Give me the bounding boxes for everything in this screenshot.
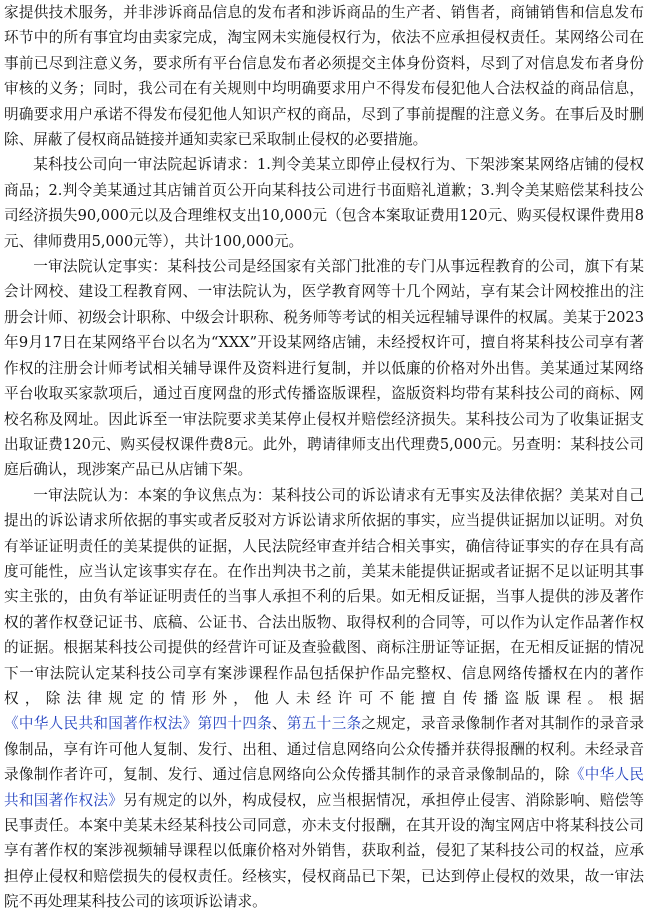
paragraph-claims: 某科技公司向一审法院起诉请求：1.判令美某立即停止侵权行为、下架涉案某网络店铺的侵权商品；2.判令美某通过其店铺首页公开向某科技公司进行书面赔礼道歉；3.判令美某赔偿某科技公司经济损失90,000元以及合理维权支出10,000元（包含本案取证费用120元、购买侵权课件费用8元、律师费用5,000元等），共计100,000元。 [4, 156, 644, 250]
copyright-law-link-2[interactable]: 《中华人民共和国著作权法》 [4, 766, 644, 809]
article-44-link[interactable]: 第四十四条 [197, 715, 273, 733]
reasoning-text-part-2: 之规定，录音录像制作者对其制作的录音录像制品，享有许可他人复制、发行、出租、通过信息网络向公众传播并获得报酬的权利。未经录音录像制作者许可，复制、发行、通过信息网络向公众传播其制作的录音录像制品的，除 [4, 715, 644, 784]
paragraph-findings-of-fact: 一审法院认定事实：某科技公司是经国家有关部门批准的专门从事远程教育的公司，旗下有某会计网校、建设工程教育网、一审法院认为，医学教育网等十几个网站，享有某会计网校推出的注册会计师、初级会计职称、中级会计职称、税务师等考试的相关远程辅导课件的权属。美某于2023年9月17日在某网络平台以名为“XXX”开设某网络店铺，未经授权许可，擅自将某科技公司享有著作权的注册会计师考试相关辅导课件及资料进行复制，并以低廉的价格对外出售。美某通过某网络平台收取买家款项后，通过百度网盘的形式传播盗版课程，盗版资料均带有某科技公司的商标、网校名称及网址。因此诉至一审法院要求美某停止侵权并赔偿经济损失。某科技公司为了收集证据支出取证费120元、购买侵权课件费8元。此外，聘请律师支出代理费5,000元。另查明：某科技公司庭后确认，现涉案产品已从店铺下架。 [4, 258, 644, 479]
reasoning-text-part-1: 一审法院认为：本案的争议焦点为：某科技公司的诉讼请求有无事实及法律依据？美某对自己提出的诉讼请求所依据的事实或者反驳对方诉讼请求所依据的事实，应当提供证据加以证明。对负有举证证明责任的美某提供的证据，人民法院经审查并结合相关事实，确信待证事实的存在具有高度可能性，应当认定该事实存在。在作出判决书之前，美某未能提供证据或者证据不足以证明其事实主张的，由负有举证证明责任的当事人承担不利的后果。如无相反证据，当事人提供的涉及著作权的著作权登记证书、底稿、公证书、合法出版物、取得权利的合同等，可以作为认定作品著作权的证据。根据某科技公司提供的经营许可证及查验截图、商标注册证等证据，在无相反证据的情况下一审法院认定某科技公司享有案涉课程作品包括保护作品完整权、信息网络传播权在内的著作权，除法律规定的情形外，他人未经许可不能擅自传播盗版课程。根据 [4, 486, 644, 707]
article-separator: 、 [272, 715, 287, 733]
document-body [4, 0, 644, 915]
paragraph-court-reasoning [4, 483, 644, 915]
article-53-link[interactable]: 第五十三条 [286, 715, 362, 733]
paragraph-defense-continuation: 家提供技术服务，并非涉诉商品信息的发布者和涉诉商品的生产者、销售者，商铺销售和信息发布环节中的所有事宜均由卖家完成，淘宝网未实施侵权行为，依法不应承担侵权责任。某网络公司在事前已尽到注意义务，要求所有平台信息发布者必须提交主体身份资料，尽到了对信息发布者身份审核的义务；同时，我公司在有关规则中均明确要求用户不得发布侵犯他人合法权益的商品信息，明确要求用户承诺不得发布侵犯他人知识产权的商品，尽到了事前提醒的注意义务。在事后及时删除、屏蔽了侵权商品链接并通知卖家已采取制止侵权的必要措施。 [4, 4, 644, 149]
copyright-law-link-1[interactable]: 《中华人民共和国著作权法》 [4, 715, 198, 733]
reasoning-text-part-3: 另有规定的以外，构成侵权，应当根据情况，承担停止侵害、消除影响、赔偿等民事责任。本案中美某未经某科技公司同意，亦未支付报酬，在其开设的淘宝网店中将某科技公司享有著作权的案涉视频辅导课程以低廉价格对外销售，获取利益，侵犯了某科技公司的权益，应承担停止侵权和赔偿损失的侵权责任。经核实，侵权商品已下架，已达到停止侵权的效果，故一审法院不再处理某科技公司的该项诉讼请求。 [4, 791, 644, 911]
